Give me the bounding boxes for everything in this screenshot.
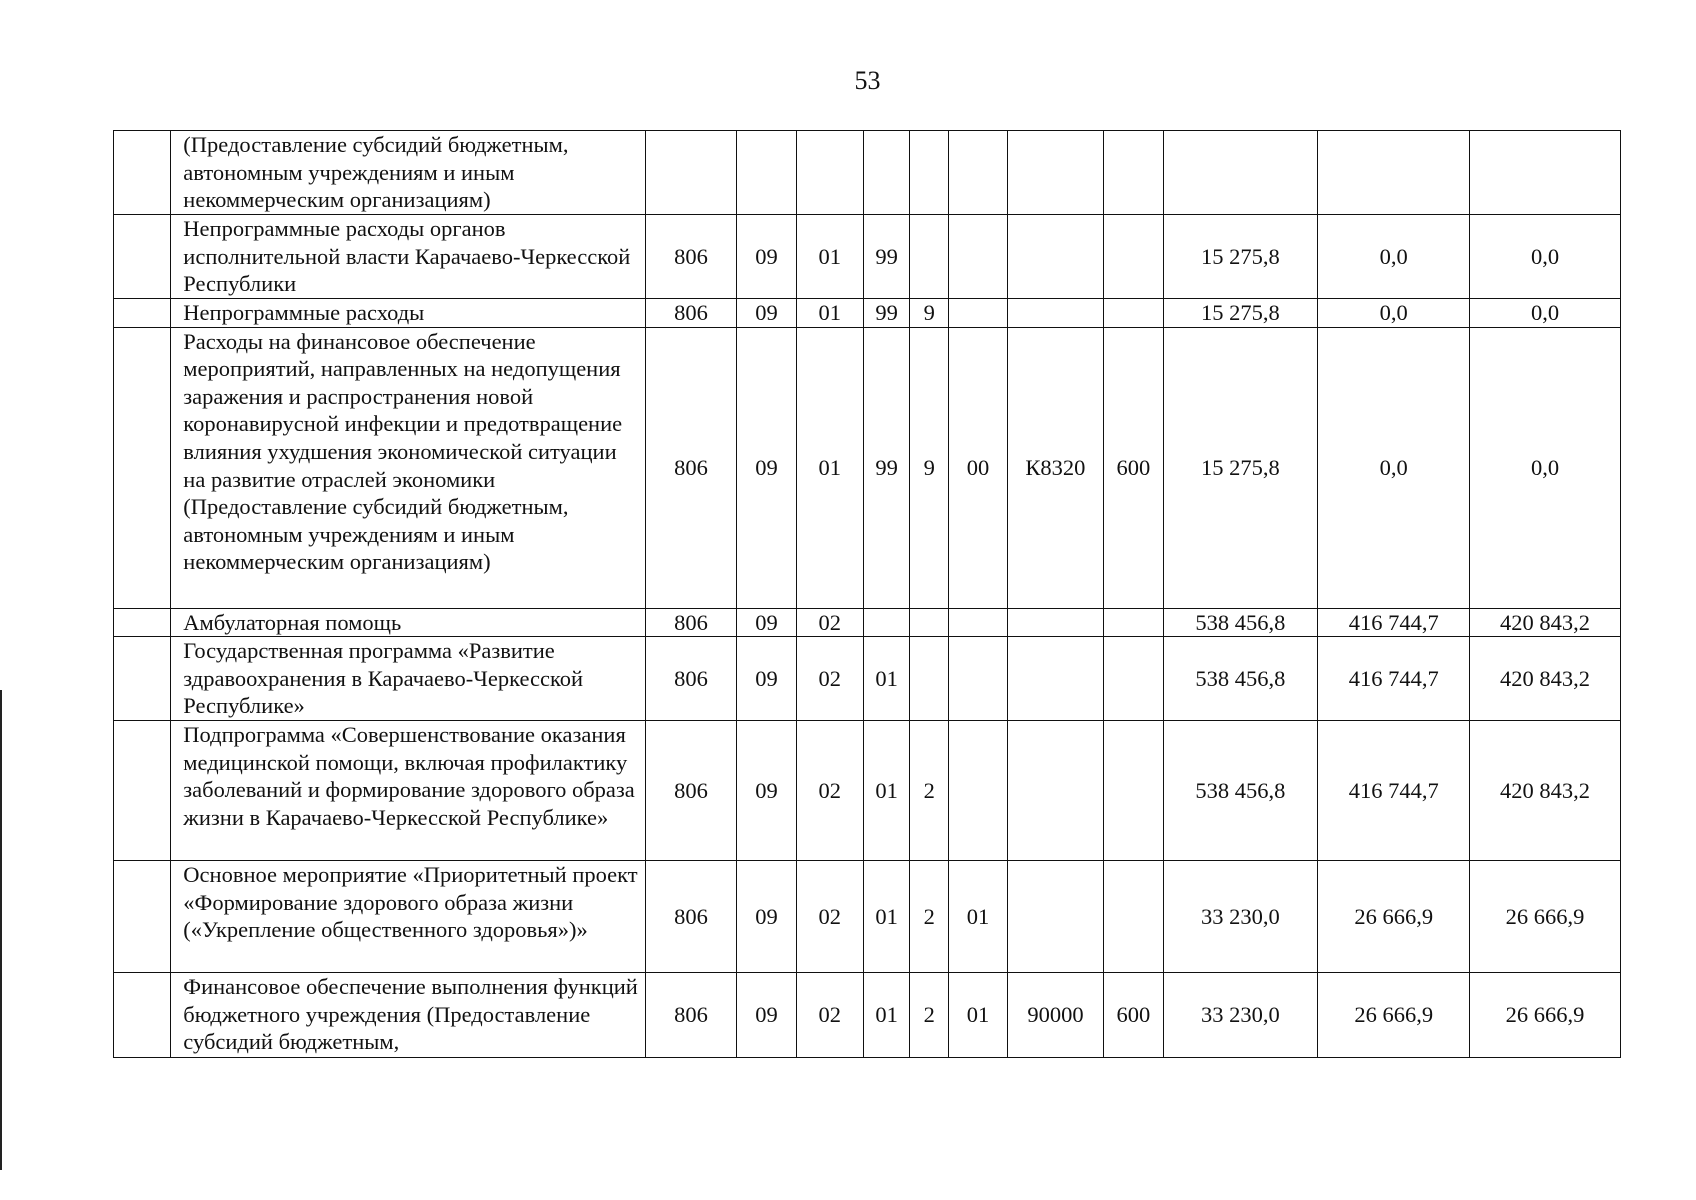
subsection-cell: 01 xyxy=(796,299,863,328)
amount-year-1-cell: 15 275,8 xyxy=(1163,327,1318,608)
row-number-cell xyxy=(114,299,171,328)
section-cell: 09 xyxy=(737,861,796,973)
target-article-direction-cell xyxy=(1007,608,1104,637)
item-name-cell: Государственная программа «Развитие здравоохранения в Карачаево-Черкесской Республике» xyxy=(171,637,646,721)
amount-year-3-cell: 0,0 xyxy=(1470,327,1621,608)
subsection-cell: 01 xyxy=(796,327,863,608)
row-number-cell xyxy=(114,637,171,721)
target-article-measure-cell: 01 xyxy=(949,973,1007,1058)
amount-year-2-cell: 26 666,9 xyxy=(1318,861,1470,973)
amount-year-2-cell: 416 744,7 xyxy=(1318,608,1470,637)
grbs-cell: 806 xyxy=(645,327,736,608)
amount-year-3-cell: 0,0 xyxy=(1470,215,1621,299)
amount-year-2-cell: 0,0 xyxy=(1318,299,1470,328)
row-number-cell xyxy=(114,721,171,861)
target-article-program-cell: 01 xyxy=(863,721,909,861)
grbs-cell: 806 xyxy=(645,721,736,861)
target-article-measure-cell xyxy=(949,299,1007,328)
section-cell: 09 xyxy=(737,973,796,1058)
amount-year-3-cell: 420 843,2 xyxy=(1470,721,1621,861)
item-name-cell: Подпрограмма «Совершенствование оказания медицинской помощи, включая профилактику заболеваний и формирование здорового образа жизни в Карачаево-Черкесской Республике» xyxy=(171,721,646,861)
amount-year-2-cell: 416 744,7 xyxy=(1318,637,1470,721)
amount-year-3-cell: 26 666,9 xyxy=(1470,973,1621,1058)
subsection-cell: 02 xyxy=(796,637,863,721)
target-article-measure-cell xyxy=(949,608,1007,637)
amount-year-3-cell: 26 666,9 xyxy=(1470,861,1621,973)
item-name-cell: Непрограммные расходы xyxy=(171,299,646,328)
amount-year-1-cell: 538 456,8 xyxy=(1163,721,1318,861)
target-article-measure-cell xyxy=(949,131,1007,215)
target-article-program-cell: 01 xyxy=(863,861,909,973)
item-name-cell: (Предоставление субсидий бюджетным, автономным учреждениям и иным некоммерческим организациям) xyxy=(171,131,646,215)
target-article-measure-cell xyxy=(949,721,1007,861)
expense-type-cell xyxy=(1104,637,1163,721)
subsection-cell: 02 xyxy=(796,973,863,1058)
expense-type-cell xyxy=(1104,131,1163,215)
budget-table xyxy=(113,130,1621,1058)
target-article-program-cell: 99 xyxy=(863,327,909,608)
target-article-measure-cell: 00 xyxy=(949,327,1007,608)
amount-year-1-cell: 33 230,0 xyxy=(1163,861,1318,973)
table-row xyxy=(114,299,1621,328)
section-cell xyxy=(737,131,796,215)
subsection-cell: 02 xyxy=(796,721,863,861)
item-name-cell: Амбулаторная помощь xyxy=(171,608,646,637)
target-article-direction-cell xyxy=(1007,721,1104,861)
amount-year-2-cell xyxy=(1318,131,1470,215)
target-article-program-cell xyxy=(863,608,909,637)
grbs-cell: 806 xyxy=(645,215,736,299)
target-article-program-cell: 99 xyxy=(863,299,909,328)
target-article-direction-cell: 90000 xyxy=(1007,973,1104,1058)
table-row xyxy=(114,131,1621,215)
grbs-cell: 806 xyxy=(645,637,736,721)
item-name-cell: Финансовое обеспечение выполнения функций бюджетного учреждения (Предоставление субсидий бюджетным, xyxy=(171,973,646,1058)
table-row xyxy=(114,721,1621,861)
section-cell: 09 xyxy=(737,608,796,637)
amount-year-2-cell: 0,0 xyxy=(1318,215,1470,299)
item-name-cell: Непрограммные расходы органов исполнительной власти Карачаево-Черкесской Республики xyxy=(171,215,646,299)
table-row xyxy=(114,861,1621,973)
amount-year-3-cell xyxy=(1470,131,1621,215)
target-article-subprogram-cell xyxy=(910,215,949,299)
table-row xyxy=(114,327,1621,608)
target-article-program-cell: 99 xyxy=(863,215,909,299)
item-name-cell: Основное мероприятие «Приоритетный проект «Формирование здорового образа жизни («Укрепление общественного здоровья»)» xyxy=(171,861,646,973)
target-article-subprogram-cell: 2 xyxy=(910,973,949,1058)
row-number-cell xyxy=(114,608,171,637)
grbs-cell: 806 xyxy=(645,861,736,973)
amount-year-1-cell: 538 456,8 xyxy=(1163,608,1318,637)
amount-year-1-cell: 33 230,0 xyxy=(1163,973,1318,1058)
amount-year-3-cell: 420 843,2 xyxy=(1470,637,1621,721)
target-article-direction-cell xyxy=(1007,215,1104,299)
scan-edge-line xyxy=(0,690,2,1170)
subsection-cell: 01 xyxy=(796,215,863,299)
target-article-subprogram-cell xyxy=(910,131,949,215)
expense-type-cell xyxy=(1104,608,1163,637)
row-number-cell xyxy=(114,215,171,299)
section-cell: 09 xyxy=(737,327,796,608)
target-article-direction-cell: К8320 xyxy=(1007,327,1104,608)
amount-year-3-cell: 0,0 xyxy=(1470,299,1621,328)
grbs-cell: 806 xyxy=(645,608,736,637)
expense-type-cell xyxy=(1104,721,1163,861)
table-row xyxy=(114,973,1621,1058)
expense-type-cell xyxy=(1104,299,1163,328)
table-row xyxy=(114,637,1621,721)
target-article-subprogram-cell: 9 xyxy=(910,299,949,328)
target-article-direction-cell xyxy=(1007,637,1104,721)
amount-year-2-cell: 416 744,7 xyxy=(1318,721,1470,861)
subsection-cell: 02 xyxy=(796,861,863,973)
target-article-direction-cell xyxy=(1007,131,1104,215)
row-number-cell xyxy=(114,973,171,1058)
section-cell: 09 xyxy=(737,299,796,328)
section-cell: 09 xyxy=(737,721,796,861)
target-article-subprogram-cell: 2 xyxy=(910,721,949,861)
expense-type-cell: 600 xyxy=(1104,973,1163,1058)
target-article-subprogram-cell: 2 xyxy=(910,861,949,973)
row-number-cell xyxy=(114,131,171,215)
target-article-measure-cell xyxy=(949,215,1007,299)
amount-year-2-cell: 0,0 xyxy=(1318,327,1470,608)
section-cell: 09 xyxy=(737,637,796,721)
subsection-cell xyxy=(796,131,863,215)
target-article-program-cell: 01 xyxy=(863,973,909,1058)
amount-year-1-cell: 538 456,8 xyxy=(1163,637,1318,721)
expense-type-cell: 600 xyxy=(1104,327,1163,608)
grbs-cell: 806 xyxy=(645,973,736,1058)
table-row xyxy=(114,608,1621,637)
expense-type-cell xyxy=(1104,861,1163,973)
amount-year-1-cell: 15 275,8 xyxy=(1163,299,1318,328)
subsection-cell: 02 xyxy=(796,608,863,637)
table-row xyxy=(114,215,1621,299)
amount-year-3-cell: 420 843,2 xyxy=(1470,608,1621,637)
target-article-subprogram-cell: 9 xyxy=(910,327,949,608)
row-number-cell xyxy=(114,327,171,608)
target-article-measure-cell: 01 xyxy=(949,861,1007,973)
expense-type-cell xyxy=(1104,215,1163,299)
target-article-subprogram-cell xyxy=(910,637,949,721)
target-article-program-cell: 01 xyxy=(863,637,909,721)
target-article-direction-cell xyxy=(1007,861,1104,973)
target-article-measure-cell xyxy=(949,637,1007,721)
amount-year-2-cell: 26 666,9 xyxy=(1318,973,1470,1058)
page-number: 53 xyxy=(854,66,881,95)
grbs-cell xyxy=(645,131,736,215)
target-article-direction-cell xyxy=(1007,299,1104,328)
target-article-program-cell xyxy=(863,131,909,215)
amount-year-1-cell xyxy=(1163,131,1318,215)
amount-year-1-cell: 15 275,8 xyxy=(1163,215,1318,299)
grbs-cell: 806 xyxy=(645,299,736,328)
section-cell: 09 xyxy=(737,215,796,299)
item-name-cell: Расходы на финансовое обеспечение мероприятий, направленных на недопущения заражения и распространения новой коронавирусной инфекции и предотвращение влияния ухудшения экономической ситуации на развитие отраслей экономики (Предоставление субсидий бюджетным, автономным учреждениям и иным некоммерческим организациям) xyxy=(171,327,646,608)
row-number-cell xyxy=(114,861,171,973)
target-article-subprogram-cell xyxy=(910,608,949,637)
